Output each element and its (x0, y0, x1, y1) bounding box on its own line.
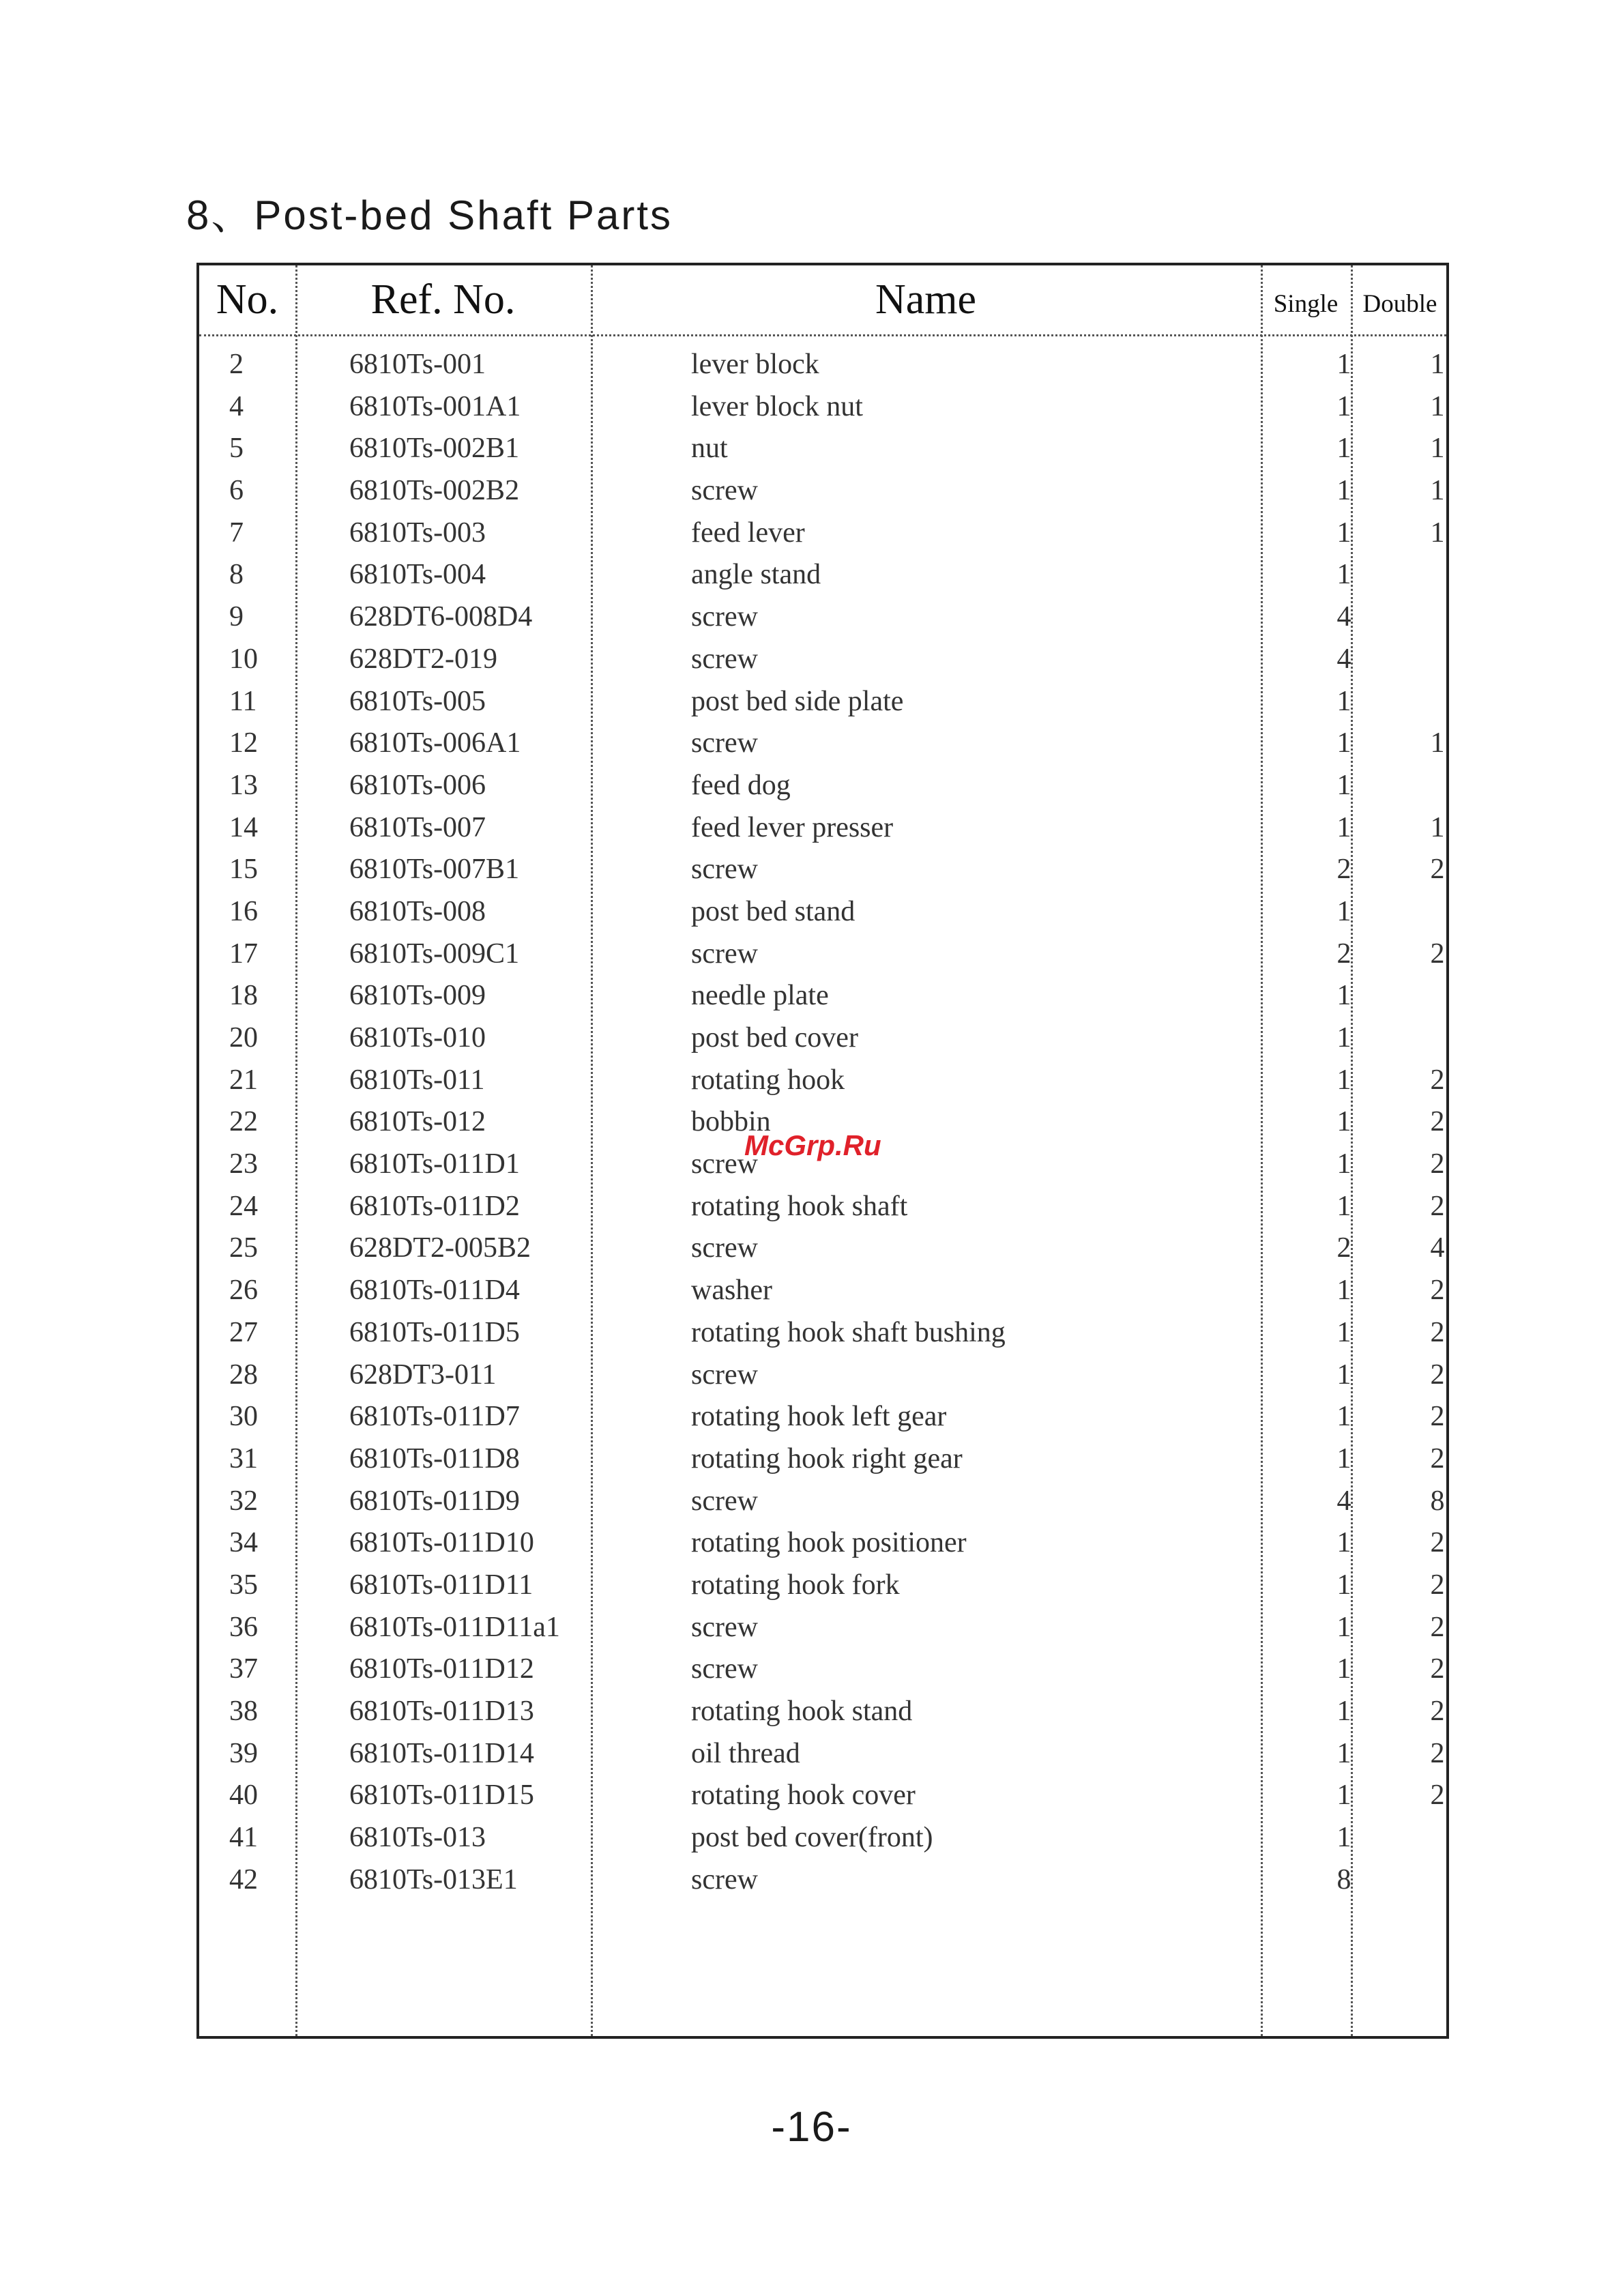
part-name: oil thread (691, 1737, 800, 1769)
qty-double: 2 (1430, 1064, 1445, 1096)
qty-single: 1 (1336, 433, 1351, 465)
qty-single: 1 (1336, 769, 1351, 801)
part-ref-no: 6810Ts-007B1 (349, 854, 520, 886)
table-row (199, 681, 1446, 723)
qty-single: 1 (1336, 1064, 1351, 1096)
table-row (199, 428, 1446, 470)
page-number: -16- (771, 2104, 852, 2151)
part-ref-no: 6810Ts-011D1 (349, 1148, 520, 1180)
header-double: Double (1362, 290, 1437, 318)
table-row (199, 849, 1446, 891)
header-name: Name (875, 276, 977, 323)
part-name: screw (691, 854, 758, 886)
qty-single: 1 (1336, 980, 1351, 1012)
part-ref-no: 6810Ts-011D5 (349, 1316, 520, 1348)
table-row (199, 975, 1446, 1017)
qty-double: 1 (1430, 433, 1445, 465)
part-ref-no: 6810Ts-009 (349, 980, 486, 1012)
part-no: 41 (229, 1822, 258, 1854)
part-name: rotating hook shaft (691, 1190, 908, 1222)
part-ref-no: 6810Ts-011D4 (349, 1275, 520, 1307)
part-name: rotating hook positioner (691, 1527, 967, 1559)
part-no: 21 (229, 1064, 258, 1096)
part-no: 13 (229, 769, 258, 801)
table-row (199, 1354, 1446, 1397)
part-no: 11 (229, 685, 257, 717)
qty-double: 1 (1430, 390, 1445, 422)
watermark: McGrp.Ru (744, 1129, 881, 1161)
part-ref-no: 6810Ts-013E1 (349, 1863, 518, 1895)
part-name: screw (691, 1653, 758, 1685)
qty-single: 1 (1336, 727, 1351, 759)
part-name: screw (691, 938, 758, 970)
qty-single: 2 (1336, 938, 1351, 970)
qty-single: 1 (1336, 1358, 1351, 1391)
table-row (199, 1312, 1446, 1354)
table-row (199, 470, 1446, 512)
part-name: bobbin (691, 1106, 771, 1138)
table-row (199, 1817, 1446, 1859)
qty-single: 1 (1336, 1696, 1351, 1727)
part-name: post bed stand (691, 895, 856, 927)
qty-single: 4 (1336, 643, 1351, 675)
part-ref-no: 6810Ts-013 (349, 1822, 486, 1854)
part-no: 4 (229, 390, 244, 422)
part-no: 8 (229, 559, 244, 591)
qty-double: 1 (1430, 727, 1445, 759)
qty-single: 2 (1336, 1232, 1351, 1264)
part-no: 15 (229, 854, 258, 886)
part-no: 30 (229, 1401, 258, 1433)
table-row (199, 512, 1446, 555)
qty-double: 1 (1430, 811, 1445, 843)
part-name: screw (691, 1485, 758, 1517)
qty-double: 2 (1430, 1106, 1445, 1138)
header-divider (199, 334, 1446, 336)
part-no: 38 (229, 1696, 258, 1727)
part-no: 35 (229, 1569, 258, 1601)
part-name: needle plate (691, 980, 829, 1012)
qty-double: 2 (1430, 1527, 1445, 1559)
qty-single: 1 (1336, 1022, 1351, 1053)
qty-double: 2 (1430, 854, 1445, 886)
part-no: 28 (229, 1358, 258, 1391)
part-name: post bed side plate (691, 685, 904, 717)
part-name: rotating hook right gear (691, 1442, 963, 1474)
part-ref-no: 6810Ts-004 (349, 559, 486, 591)
part-no: 23 (229, 1148, 258, 1180)
table-row (199, 1522, 1446, 1565)
part-ref-no: 628DT2-019 (349, 643, 497, 675)
table-row (199, 596, 1446, 639)
part-ref-no: 6810Ts-002B2 (349, 475, 520, 507)
qty-single: 4 (1336, 601, 1351, 633)
qty-double: 2 (1430, 1442, 1445, 1474)
part-name: rotating hook shaft bushing (691, 1316, 1006, 1348)
qty-double: 2 (1430, 1358, 1445, 1391)
header-ref-no: Ref. No. (370, 276, 516, 323)
part-no: 26 (229, 1275, 258, 1307)
table-row (199, 1186, 1446, 1228)
part-ref-no: 6810Ts-007 (349, 811, 486, 843)
part-no: 6 (229, 475, 244, 507)
table-row (199, 639, 1446, 681)
table-row (199, 933, 1446, 976)
qty-single: 1 (1336, 1106, 1351, 1138)
table-row (199, 1648, 1446, 1691)
qty-single: 4 (1336, 1485, 1351, 1517)
section-title: 8、Post-bed Shaft Parts (186, 192, 673, 238)
part-no: 32 (229, 1485, 258, 1517)
part-ref-no: 6810Ts-008 (349, 895, 486, 927)
part-no: 27 (229, 1316, 258, 1348)
part-no: 16 (229, 895, 258, 927)
part-ref-no: 6810Ts-012 (349, 1106, 486, 1138)
qty-single: 1 (1336, 811, 1351, 843)
table-row (199, 1859, 1446, 1902)
table-row (199, 1017, 1446, 1060)
part-ref-no: 6810Ts-011D11a1 (349, 1611, 560, 1643)
part-name: rotating hook left gear (691, 1401, 947, 1433)
qty-single: 8 (1336, 1863, 1351, 1895)
qty-double: 4 (1430, 1232, 1445, 1264)
part-name: screw (691, 601, 758, 633)
table-row (199, 386, 1446, 428)
part-ref-no: 628DT2-005B2 (349, 1232, 531, 1264)
table-row (199, 1775, 1446, 1817)
part-name: feed lever (691, 517, 805, 549)
part-ref-no: 6810Ts-006A1 (349, 727, 521, 759)
part-ref-no: 6810Ts-011D13 (349, 1696, 534, 1727)
qty-single: 1 (1336, 1611, 1351, 1643)
part-ref-no: 6810Ts-002B1 (349, 433, 520, 465)
part-name: screw (691, 727, 758, 759)
part-name: screw (691, 1148, 758, 1180)
qty-double: 2 (1430, 1401, 1445, 1433)
table-row (199, 807, 1446, 849)
part-no: 18 (229, 980, 258, 1012)
part-ref-no: 6810Ts-001 (349, 349, 486, 380)
part-no: 22 (229, 1106, 258, 1138)
qty-single: 1 (1336, 1569, 1351, 1601)
qty-double: 2 (1430, 938, 1445, 970)
qty-single: 1 (1336, 1822, 1351, 1854)
qty-single: 1 (1336, 1653, 1351, 1685)
part-no: 31 (229, 1442, 258, 1474)
qty-double: 2 (1430, 1190, 1445, 1222)
part-ref-no: 6810Ts-011D14 (349, 1737, 534, 1769)
part-no: 40 (229, 1779, 258, 1812)
table-row (199, 1396, 1446, 1438)
qty-double: 2 (1430, 1653, 1445, 1685)
part-ref-no: 6810Ts-011D8 (349, 1442, 520, 1474)
part-no: 20 (229, 1022, 258, 1053)
qty-double: 1 (1430, 349, 1445, 380)
part-no: 25 (229, 1232, 258, 1264)
header-single: Single (1273, 290, 1339, 318)
qty-single: 1 (1336, 1527, 1351, 1559)
part-ref-no: 6810Ts-005 (349, 685, 486, 717)
part-name: screw (691, 1863, 758, 1895)
part-name: washer (691, 1275, 772, 1307)
part-name: lever block (691, 349, 819, 380)
part-ref-no: 6810Ts-010 (349, 1022, 486, 1053)
table-row (199, 344, 1446, 386)
part-ref-no: 6810Ts-011 (349, 1064, 485, 1096)
part-no: 39 (229, 1737, 258, 1769)
part-ref-no: 6810Ts-011D10 (349, 1527, 534, 1559)
part-ref-no: 628DT6-008D4 (349, 601, 533, 633)
qty-double: 2 (1430, 1569, 1445, 1601)
part-ref-no: 6810Ts-011D12 (349, 1653, 534, 1685)
part-no: 17 (229, 938, 258, 970)
part-ref-no: 6810Ts-003 (349, 517, 486, 549)
table-row (199, 1565, 1446, 1607)
part-name: screw (691, 1611, 758, 1643)
table-row (199, 1481, 1446, 1523)
table-row (199, 1060, 1446, 1102)
qty-double: 2 (1430, 1737, 1445, 1769)
qty-single: 1 (1336, 685, 1351, 717)
part-no: 12 (229, 727, 258, 759)
qty-double: 2 (1430, 1611, 1445, 1643)
qty-single: 1 (1336, 1779, 1351, 1812)
part-no: 7 (229, 517, 244, 549)
part-no: 9 (229, 601, 244, 633)
qty-single: 1 (1336, 1148, 1351, 1180)
part-name: screw (691, 643, 758, 675)
table-row (199, 723, 1446, 765)
table-row (199, 1733, 1446, 1775)
part-name: post bed cover (691, 1022, 858, 1053)
part-ref-no: 6810Ts-011D2 (349, 1190, 520, 1222)
part-name: screw (691, 1232, 758, 1264)
qty-double: 2 (1430, 1316, 1445, 1348)
part-name: rotating hook fork (691, 1569, 900, 1601)
qty-double: 2 (1430, 1148, 1445, 1180)
part-ref-no: 6810Ts-011D11 (349, 1569, 533, 1601)
qty-single: 1 (1336, 349, 1351, 380)
qty-double: 8 (1430, 1485, 1445, 1517)
qty-single: 1 (1336, 1316, 1351, 1348)
part-name: feed dog (691, 769, 791, 801)
parts-rows (199, 344, 1446, 1901)
header-no: No. (216, 276, 279, 323)
part-name: screw (691, 1358, 758, 1391)
part-name: angle stand (691, 559, 821, 591)
qty-double: 2 (1430, 1779, 1445, 1812)
qty-single: 1 (1336, 1401, 1351, 1433)
part-ref-no: 6810Ts-011D7 (349, 1401, 520, 1433)
part-no: 2 (229, 349, 244, 380)
part-name: rotating hook cover (691, 1779, 916, 1812)
table-row (199, 1438, 1446, 1481)
qty-single: 1 (1336, 390, 1351, 422)
qty-single: 1 (1336, 559, 1351, 591)
qty-single: 1 (1336, 1275, 1351, 1307)
part-no: 14 (229, 811, 258, 843)
qty-double: 1 (1430, 517, 1445, 549)
table-row (199, 891, 1446, 933)
part-ref-no: 628DT3-011 (349, 1358, 497, 1391)
table-row (199, 1691, 1446, 1733)
part-ref-no: 6810Ts-001A1 (349, 390, 521, 422)
part-ref-no: 6810Ts-009C1 (349, 938, 520, 970)
part-ref-no: 6810Ts-011D9 (349, 1485, 520, 1517)
table-row (199, 1227, 1446, 1270)
part-no: 24 (229, 1190, 258, 1222)
part-no: 10 (229, 643, 258, 675)
qty-single: 1 (1336, 1737, 1351, 1769)
part-no: 36 (229, 1611, 258, 1643)
qty-double: 1 (1430, 475, 1445, 507)
part-name: lever block nut (691, 390, 863, 422)
table-row (199, 554, 1446, 596)
table-row (199, 1607, 1446, 1649)
part-name: post bed cover(front) (691, 1822, 933, 1854)
qty-single: 1 (1336, 517, 1351, 549)
table-row (199, 765, 1446, 807)
part-name: rotating hook (691, 1064, 845, 1096)
part-ref-no: 6810Ts-011D15 (349, 1779, 534, 1812)
part-no: 37 (229, 1653, 258, 1685)
part-name: screw (691, 475, 758, 507)
qty-single: 2 (1336, 854, 1351, 886)
qty-single: 1 (1336, 895, 1351, 927)
part-name: rotating hook stand (691, 1696, 913, 1727)
table-row (199, 1270, 1446, 1312)
qty-double: 2 (1430, 1275, 1445, 1307)
part-name: nut (691, 433, 728, 465)
part-no: 5 (229, 433, 244, 465)
part-ref-no: 6810Ts-006 (349, 769, 486, 801)
part-no: 34 (229, 1527, 258, 1559)
qty-double: 2 (1430, 1696, 1445, 1727)
qty-single: 1 (1336, 1190, 1351, 1222)
qty-single: 1 (1336, 1442, 1351, 1474)
part-name: feed lever presser (691, 811, 894, 843)
qty-single: 1 (1336, 475, 1351, 507)
part-no: 42 (229, 1863, 258, 1895)
